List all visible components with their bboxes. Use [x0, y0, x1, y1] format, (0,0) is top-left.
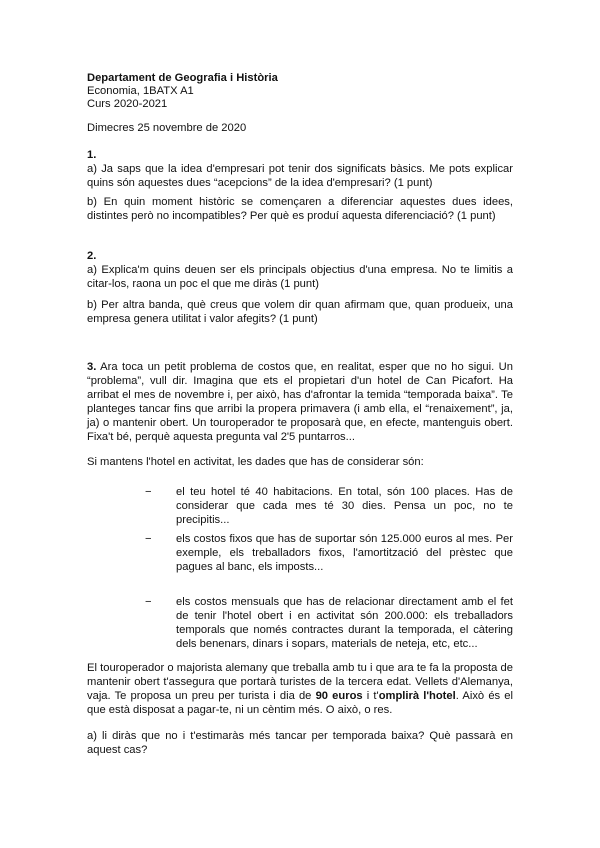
- question-2: [87, 249, 513, 291]
- bullet-marker: −: [145, 533, 152, 545]
- exam-date: Dimecres 25 novembre de 2020: [87, 122, 247, 134]
- bullet-marker: −: [145, 596, 152, 608]
- document-header: [87, 72, 517, 111]
- question-2a: a) Explica'm quins deuen ser els principals objectius d'una empresa. No te limitis a citar-los, raona un poc el que me diràs (1 punt): [87, 264, 513, 290]
- question-3-intro-text: Ara toca un petit problema de costos que, en realitat, esper que no ho sigui. Un “problema”, vull dir. Imagina que ets el propietari d'un hotel de Can Picafort. Ha arribat el mes de novembre i, per això, has d'afrontar la temida “temporada baixa”. Te planteges tancar fins que arribi la propera primavera (i amb ella, el “renaixement”, ja, ja) o mantenir obert. Un touroperador te proposarà que, en efecte, mantenguis obert. Fixa't bé, perquè aquesta pregunta val 2'5 puntarros...: [87, 361, 513, 443]
- offer-text-mid: i t': [362, 690, 379, 702]
- data-intro: Si mantens l'hotel en activitat, les dades que has de considerar són:: [87, 456, 424, 468]
- question-2b: b) Per altra banda, què creus que volem dir quan afirmam que, quan produeix, una empresa genera utilitat i valor afegits? (1 punt): [87, 299, 513, 325]
- question-3a: a) li diràs que no i t'estimaràs més tancar per temporada baixa? Què passarà en aquest cas?: [87, 730, 513, 756]
- offer-text-start: El touroperador o majorista alemany que treballa amb tu i que ara te fa la proposta de mantenir obert t'assegura que portarà turistes de la tercera edat. Vellets d'Alemanya, vaja. Te proposa un preu per turista i dia de: [87, 662, 513, 702]
- course-name: Economia, 1BATX A1: [87, 85, 194, 97]
- department-name: Departament de Geografia i Història: [87, 72, 278, 84]
- question-1a: a) Ja saps que la idea d'empresari pot tenir dos significats bàsics. Me pots explicar quins són aquestes dues “acepcions” de la idea d'empresari? (1 punt): [87, 163, 513, 189]
- academic-year: Curs 2020-2021: [87, 98, 168, 110]
- offer-price: 90 euros: [315, 690, 363, 702]
- question-3-intro: [87, 360, 513, 444]
- operator-offer: [87, 661, 513, 717]
- offer-fill-hotel: omplirà l'hotel: [378, 690, 456, 702]
- bullet-item-variable-costs: els costos mensuals que has de relacionar directament amb el fet de tenir l'hotel obert i en activitat són 200.000: els treballadors temporals que només contractes durant la temporada, el càtering dels benenars, dinars i sopars, materials de neteja, etc, etc...: [176, 596, 513, 650]
- question-1-number: 1.: [87, 149, 97, 161]
- question-2-number: 2.: [87, 250, 97, 262]
- bullet-item-rooms: el teu hotel té 40 habitacions. En total, són 100 places. Has de considerar que cada mes té 30 dies. Pensa un poc, no te precipitis...: [176, 486, 513, 526]
- bullet-marker: −: [145, 486, 152, 498]
- question-3-number: 3.: [87, 361, 97, 373]
- question-1b: b) En quin moment històric se començaren a diferenciar aquestes dues idees, distintes però no incompatibles? Per què es produí aquesta diferenciació? (1 punt): [87, 196, 513, 222]
- offer-text-end: . Això és el que està disposat a pagar-te, ni un cèntim més. O això, o res.: [87, 690, 513, 716]
- question-1: [87, 148, 513, 190]
- bullet-item-fixed-costs: els costos fixos que has de suportar són 125.000 euros al mes. Per exemple, els treballadors fixos, l'amortització del prèstec que pagues al banc, els imposts...: [176, 533, 513, 573]
